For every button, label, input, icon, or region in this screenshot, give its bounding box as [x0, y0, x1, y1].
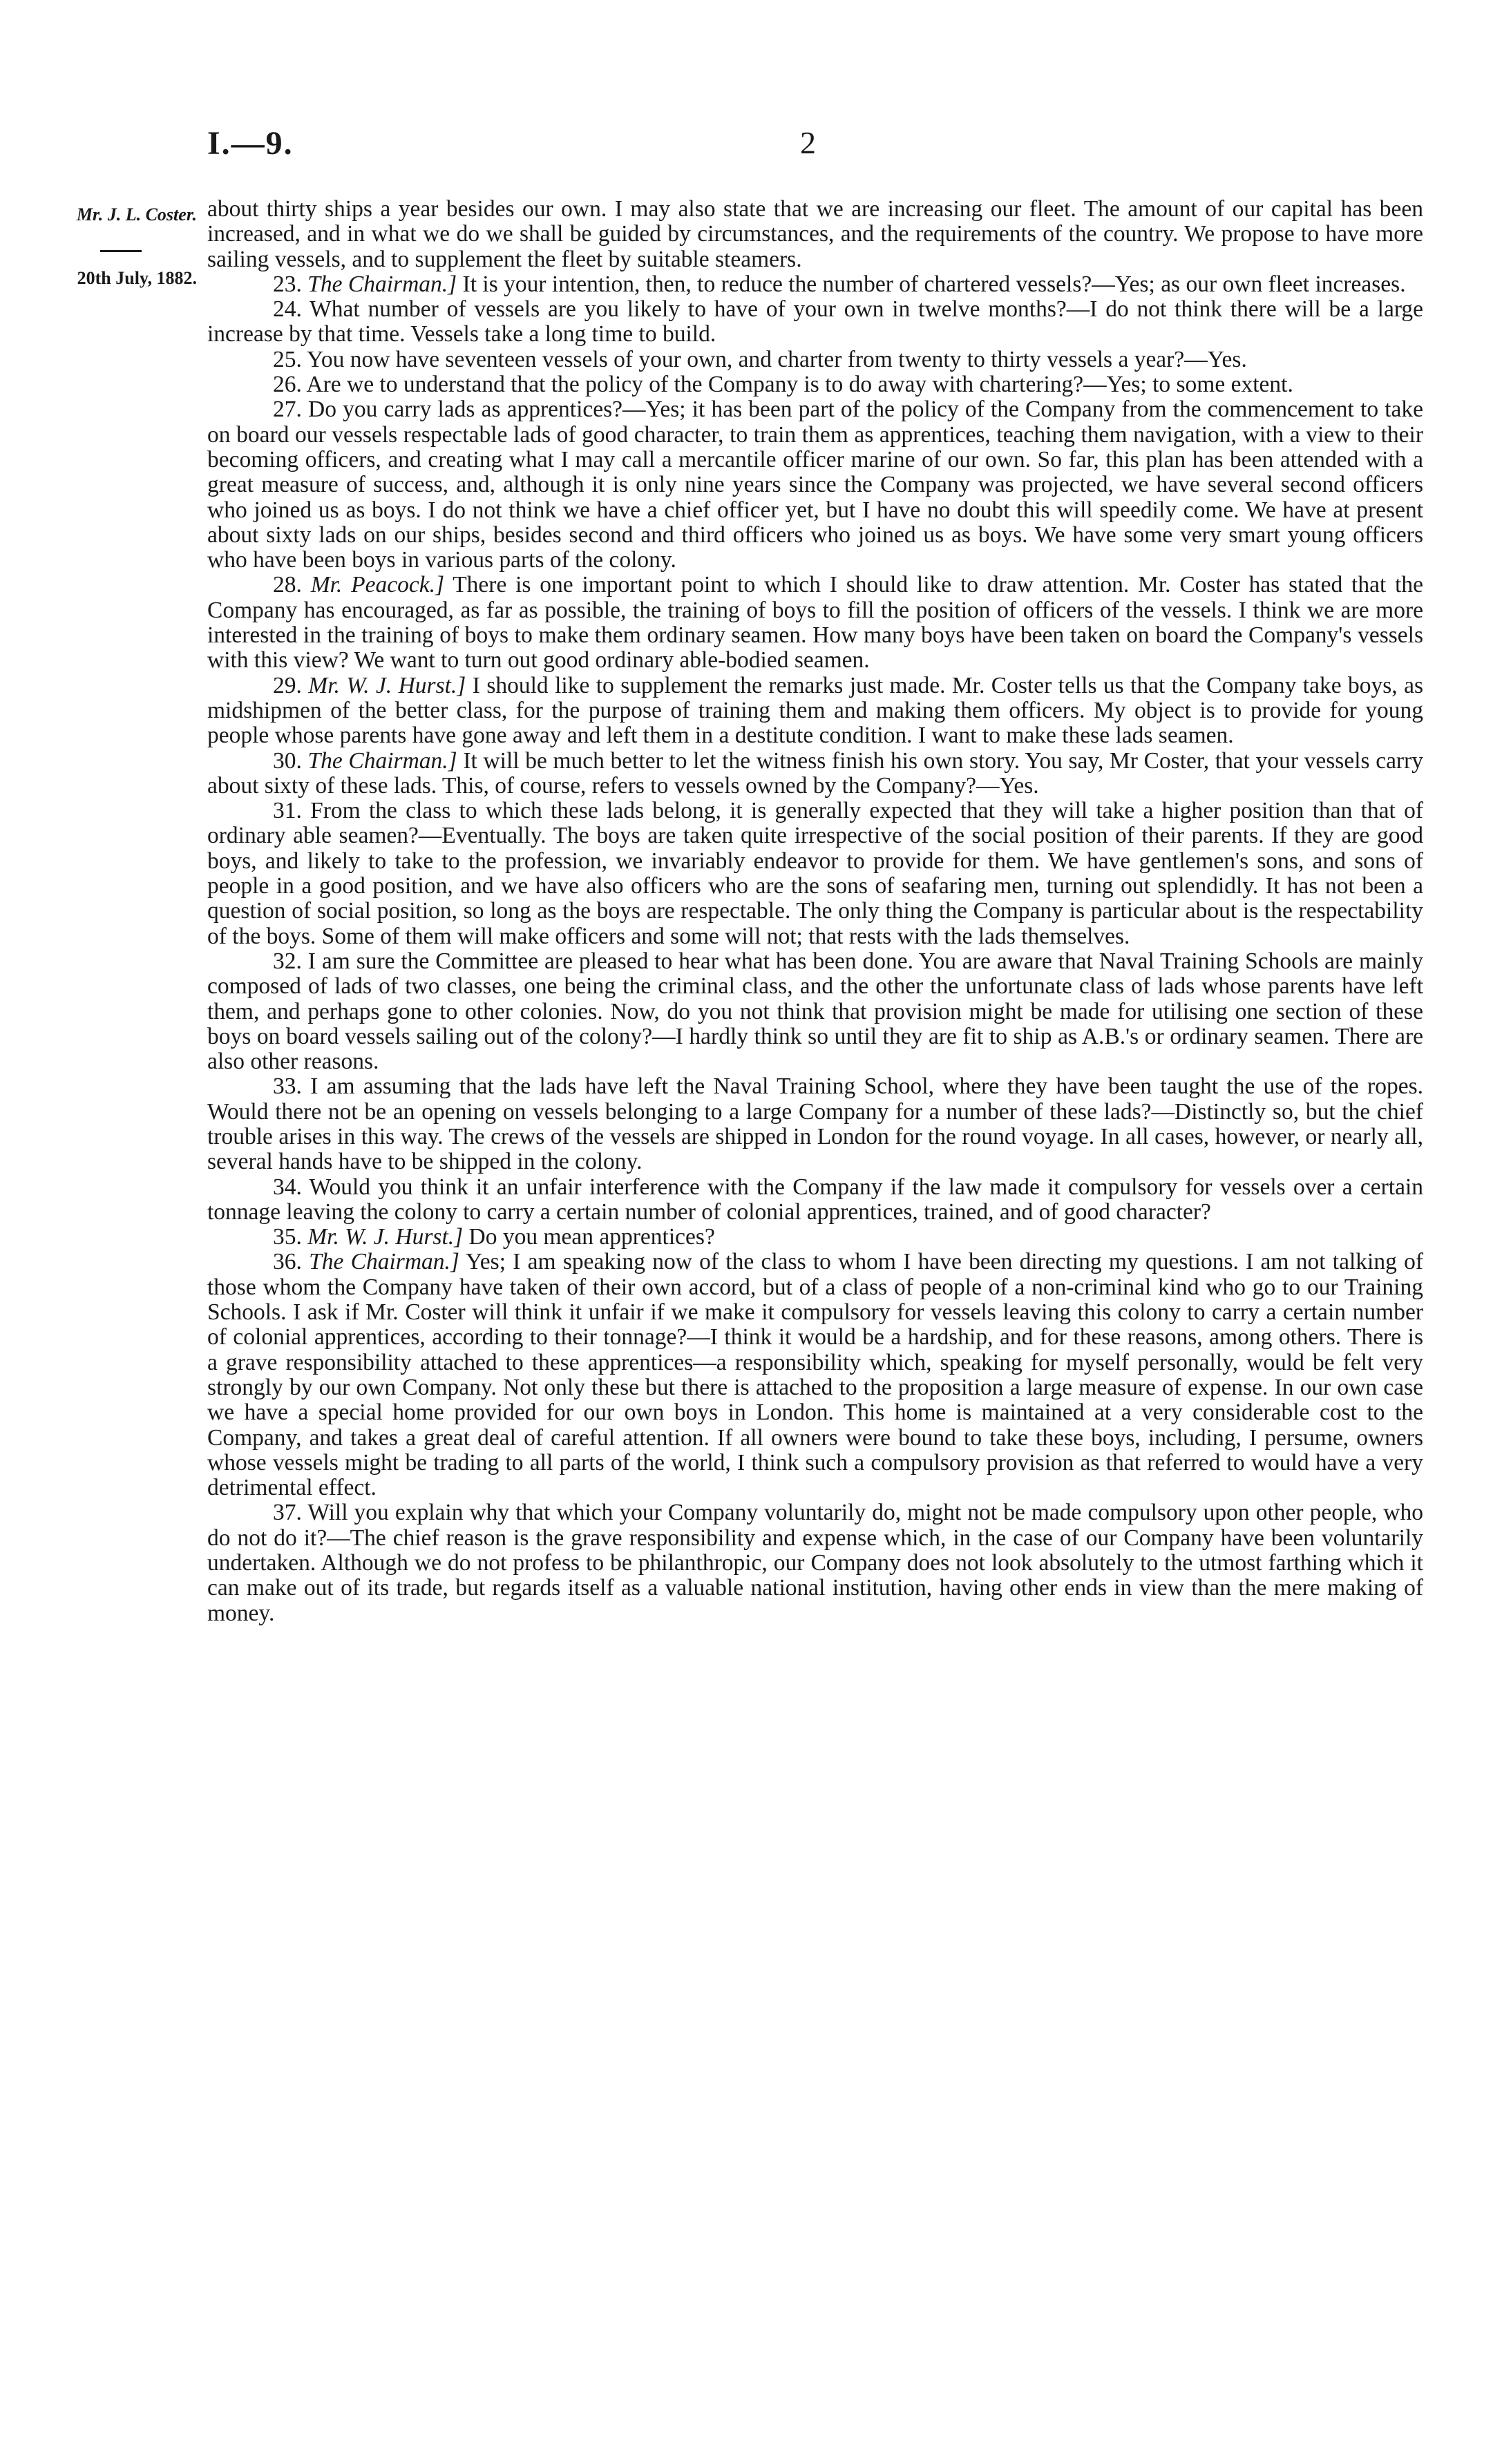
paragraph-text: Will you explain why that which your Company voluntarily do, might not be made compulsory upon other people, who do not do it?—The chief reason is the grave responsibility and expense which, in the case of our Company have been voluntarily undertaken. Although we do not profess to be philanthropic, our Company does not look absolutely to the utmost farthing which it can make out of its trade, but regards itself as a valuable national institution, having other ends in view than the mere making of money. — [207, 1500, 1423, 1626]
question-number: 30. — [273, 747, 302, 774]
speaker: Mr. Peacock.] — [310, 572, 444, 598]
paragraph — [207, 949, 1423, 1074]
speaker: Mr. W. J. Hurst.] — [308, 672, 466, 698]
paragraph — [207, 272, 1423, 297]
paragraph — [207, 347, 1423, 372]
paragraph — [207, 1225, 1423, 1250]
testimony-body — [207, 197, 1423, 1626]
paragraph — [207, 1250, 1423, 1500]
question-number: 33. — [273, 1073, 302, 1100]
paragraph-text: I am sure the Committee are pleased to hear what has been done. You are aware that Naval Training Schools are mainly composed of lads of two classes, one being the criminal class, and the other the unfortunate class of lads whose parents have left them, and perhaps gone to other colonies. Now, do you not think that provision might be made for utilising one section of these boys on board vessels sailing out of the colony?—I hardly think so until they are fit to ship as A.B.'s or ordinary seamen. There are also other reasons. — [207, 948, 1423, 1075]
paragraph-text: Are we to understand that the policy of the Company is to do away with chartering?—Yes; to some extent. — [306, 372, 1293, 398]
speaker: The Chairman.] — [307, 271, 457, 297]
paragraph-text: You now have seventeen vessels of your own, and charter from twenty to thirty vessels a year?—Yes. — [307, 346, 1247, 372]
page-number: 2 — [800, 125, 816, 160]
question-number: 31. — [273, 798, 302, 824]
question-number: 34. — [273, 1174, 302, 1200]
paragraph-text: Would you think it an unfair interference with the Company if the law made it compulsory for vessels over a certain tonnage leaving the colony to carry a certain number of colonial apprentices, trained, and of good character? — [207, 1174, 1423, 1225]
paragraph — [207, 749, 1423, 799]
paragraph — [207, 674, 1423, 749]
speaker: The Chairman.] — [309, 1249, 459, 1275]
paragraph-text: I am assuming that the lads have left the Naval Training School, where they have been taught the use of the ropes. Would there not be an opening on vessels belonging to a large Company for a number of these lads?—Distinctly so, but the chief trouble arises in this way. The crews of the vessels are shipped in London for the round voyage. In all cases, however, or nearly all, several hands have to be shipped in the colony. — [207, 1073, 1423, 1175]
question-number: 28. — [273, 572, 302, 598]
paragraph-text: What number of vessels are you likely to have of your own in twelve months?—I do not think there will be a large increase by that time. Vessels take a long time to build. — [207, 296, 1423, 347]
question-number: 24. — [273, 296, 302, 323]
question-number: 27. — [273, 397, 302, 423]
paragraph-text: about thirty ships a year besides our own. I may also state that we are increasing our fleet. The amount of our capital has been increased, and in what we do we shall be guided by circumstances, and the requirements of the country. We propose to have more sailing vessels, and to supplement the fleet by suitable steamers. — [207, 196, 1423, 272]
paragraph-text: Do you carry lads as apprentices?—Yes; it has been part of the policy of the Company from the commencement to take on board our vessels respectable lads of good character, to train them as apprentices, teaching them navigation, with a view to their becoming officers, and creating what I may call a mercantile officer marine of our own. So far, this plan has been attended with a great measure of success, and, although it is only nine years since the Company was projected, we have several second officers who joined us as boys. I do not think we have a chief officer yet, but I have no doubt this will speedily come. We have at present about sixty lads on our ships, besides second and third officers who joined us as boys. We have some very smart young officers who have been boys in various parts of the colony. — [207, 397, 1424, 573]
witness-name: Mr. J. L. Coster. — [76, 204, 197, 225]
paragraph-text: Do you mean apprentices? — [468, 1224, 715, 1250]
question-number: 23. — [273, 271, 302, 297]
question-number: 37. — [273, 1500, 302, 1526]
document-reference: I.—9. — [207, 125, 294, 162]
paragraph — [207, 1500, 1423, 1625]
paragraph — [207, 1175, 1423, 1225]
question-number: 25. — [273, 346, 302, 372]
paragraph — [207, 573, 1423, 673]
testimony-date: 20th July, 1882. — [77, 268, 197, 288]
margin-note — [48, 199, 197, 294]
question-number: 32. — [273, 948, 302, 974]
paragraph — [207, 197, 1423, 272]
paragraph — [207, 799, 1423, 949]
paragraph-text: From the class to which these lads belong, it is generally expected that they will take a higher position than that of ordinary able seamen?—Eventually. The boys are taken quite irrespective of the social position of their parents. If they are good boys, and likely to take to the profession, we invariably endeavor to provide for them. We have gentlemen's sons, and sons of people in a good position, and we have also officers who are the sons of seafaring men, turning out splendidly. It has not been a question of social position, so long as the boys are respectable. The only thing the Company is particular about is the respectability of the boys. Some of them will make officers and some will not; that rests with the lads themselves. — [207, 798, 1424, 949]
paragraph — [207, 397, 1423, 573]
paragraph-text: It is your intention, then, to reduce the number of chartered vessels?—Yes; as our own fleet increases. — [462, 271, 1406, 297]
paragraph — [207, 372, 1423, 397]
question-number: 26. — [273, 372, 302, 398]
question-number: 35. — [273, 1224, 302, 1250]
question-number: 29. — [273, 672, 302, 698]
paragraph-text: Yes; I am speaking now of the class to whom I have been directing my questions. I am not talking of those whom the Company have taken of their own accord, but of a class of people of a non-criminal kind who go to our Training Schools. I ask if Mr. Coster will think it unfair if we make it compulsory for vessels leaving this colony to carry a certain number of colonial apprentices, according to their tonnage?—I think it would be a hardship, and for these reasons, among others. There is a grave responsibility attached to these apprentices—a responsibility which, speaking for myself personally, would be felt very strongly by our own Company. Not only these but there is attached to the proposition a large measure of expense. In our own case we have a special home provided for our own boys in London. This home is maintained at a very considerable cost to the Company, and takes a great deal of careful attention. If all owners were bound to take these boys, including, I persume, owners whose vessels might be trading to all parts of the world, I think such a compulsory provision as that referred to would have a very detrimental effect. — [207, 1249, 1424, 1501]
speaker: Mr. W. J. Hurst.] — [307, 1224, 464, 1250]
paragraph-text: There is one important point to which I should like to draw attention. Mr. Coster has stated that the Company has encouraged, as far as possible, the training of boys to fill the position of officers of the vessels. I think we are more interested in the training of boys to make them ordinary seamen. How many boys have been taken on board the Company's vessels with this view? We want to turn out good ordinary able-bodied seamen. — [207, 572, 1423, 674]
speaker: The Chairman.] — [307, 747, 457, 774]
paragraph-text: I should like to supplement the remarks just made. Mr. Coster tells us that the Company take boys, as midshipmen of the better class, for the purpose of training them and making them officers. My object is to provide for young people whose parents have gone away and left them in a destitute condition. I want to make these lads seamen. — [207, 672, 1423, 749]
paragraph — [207, 297, 1423, 347]
question-number: 36. — [273, 1249, 302, 1275]
divider — [100, 250, 142, 252]
paragraph — [207, 1074, 1423, 1174]
paragraph-text: It will be much better to let the witness finish his own story. You say, Mr Coster, that your vessels carry about sixty of these lads. This, of course, refers to vessels owned by the Company?—Yes. — [207, 747, 1423, 799]
